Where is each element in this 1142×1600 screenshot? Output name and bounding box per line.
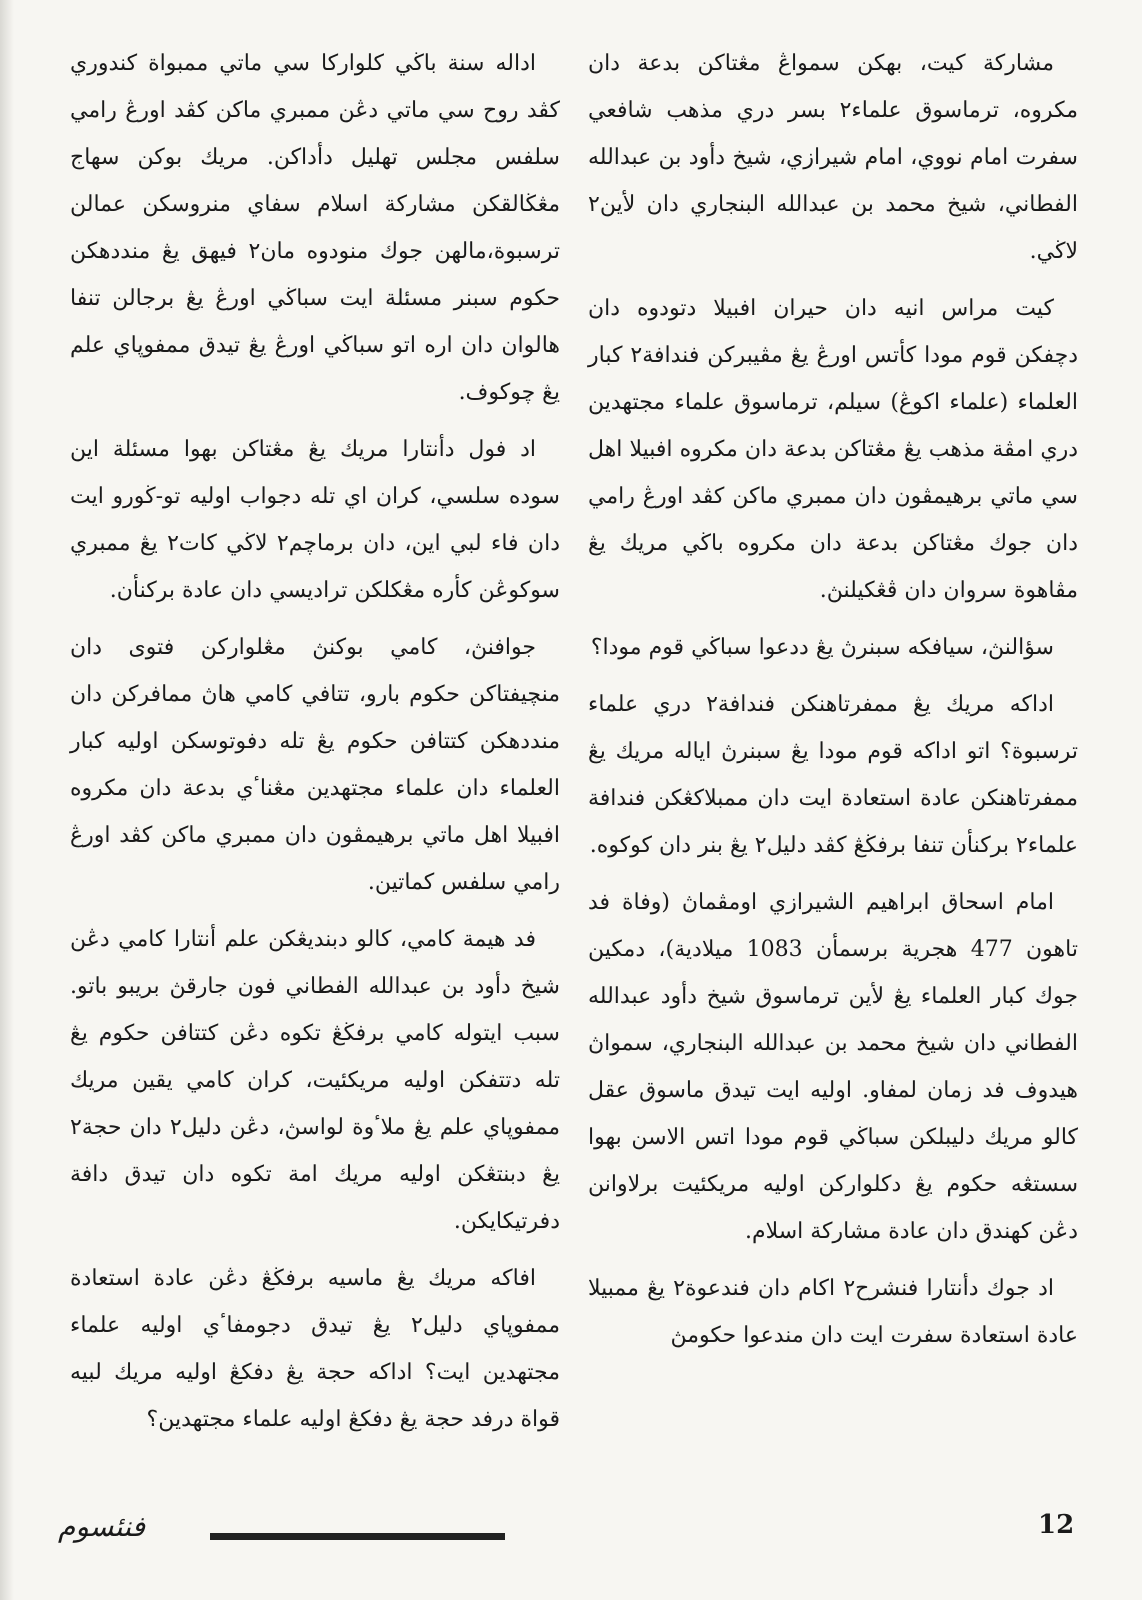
- footer-rule: [210, 1533, 505, 1540]
- right-paragraph-6: اد جوك دأنتارا فنشرح٢ اكام دان فندعوة٢ يڠ ممبيلا عادة استعادة سفرت ايت دان مندعوا حكومڽ: [588, 1276, 1078, 1348]
- left-paragraph-2: اد فول دأنتارا مريك يڠ مڠتاكن بهوا مسئلة اين سوده سلسي، كران اي تله دجواب اوليه تو-ڬورو ايت دان فاء لبي اين، دان برماچم٢ لاڬي كات٢ يڠ ممبري سوكوڠن كأره مڠكلكن ترادیسي دان عادة بركنأن.: [70, 437, 560, 603]
- left-paragraph-4: فد هيمة كامي، كالو دبنديڠكن علم أنتارا كامي دڠن شيخ دأود بن عبدالله الفطاني فون جارقڽ بريبو باتو. سبب ايتوله كامي برفڬڠ تكوه دڠن كتتافن حكوم يڠ تله دتتفكن اوليه مريكئيت، كران كامي يقين مريك ممفوڽاي علم يڠ ملاٴوة لواسڽ، دڠن دليل٢ دان حجة٢ يڠ دبنتڠكن اوليه مريك امة تكوه دان تيدق دافة دفرتيكايكن.: [70, 927, 560, 1234]
- left-paragraph-1: اداله سنة باڬي كلواركا سي ماتي ممبواة كندوري كڤد روح سي ماتي دڠن ممبري ماكن كڤد اورڠ رامي سلفس مجلس تهليل دأداكن. مريك بوكن سهاج مڠڬالقكن مشاركة اسلام سفاي منروسكن عمالن ترسبوة،مالهن جوك منودوه مان٢ فيهق يڠ منددهكن حكوم سبنر مسئلة ايت سباڬي اورڠ يڠ برجالن تنفا هالوان دان اره اتو سباڬي اورڠ يڠ تيدق ممفوڽاي علم يڠ چوكوف.: [70, 51, 560, 405]
- left-paragraph-3: جوافنڽ، كامي بوكنڽ مڠلواركن فتوى دان منچيفتاكن حكوم بارو، تتافي كامي هاڽ ممافركن دان منددهكن كتتافن حكوم يڠ تله دفوتوسكن اوليه كبار العلماء دان علماء مجتهدين مڠناٴي بدعة دان مكروه افبيلا اهل ماتي برهيمڤون دان ممبري ماكن كڤد اورڠ رامي سلفس كماتين.: [70, 635, 560, 895]
- right-paragraph-2: كيت مراس انيه دان حيران افبيلا دتودوه دان دچفكن قوم مودا كأتس اورڠ يڠ مڤيبركن فندافة٢ كبار العلماء (علماء اكوڠ) سيلم، ترماسوق علماء مجتهدين دري امڤة مذهب يڠ مڠتاكن بدعة دان مكروه افبيلا اهل سي ماتي برهيمڤون دان ممبري ماكن كڤد اورڠ رامي دان جوك مڠتاكن بدعة دان مكروه باڬي مريك يڠ مڤاهوة سروان دان ڤڠكيلنڽ.: [588, 296, 1079, 603]
- right-paragraph-4: اداكه مريك يڠ ممفرتاهنكن فندافة٢ دري علماء ترسبوة؟ اتو اداكه قوم مودا يڠ سبنرڽ اياله مريك يڠ ممفرتاهنكن عادة استعادة ايت دان ممبلاكڠكن فندافة علماء٢ بركنأن تنفا برفڬڠ كڤد دليل٢ يڠ بنر دان كوكوه.: [588, 692, 1078, 858]
- right-paragraph-3: سؤالنڽ، سيافكه سبنرڽ يڠ ددعوا سباڬي قوم مودا؟: [590, 635, 1054, 660]
- left-paragraph-5: افاكه مريك يڠ ماسيه برفڬڠ دڠن عادة استعادة ممفوڽاي دليل٢ يڠ تيدق دجومفاٴي اوليه علماء مجتهدين ايت؟ اداكه حجة يڠ دفكڠ اوليه مريك لبيه قواة درفد حجة يڠ دفكڠ اوليه علماء مجتهدين؟: [70, 1266, 560, 1432]
- page-fold-shadow: [0, 0, 14, 1600]
- magazine-logo: فنئسوم: [58, 1510, 146, 1543]
- right-column: [588, 40, 1078, 1369]
- right-paragraph-1: مشاركة كيت، بهكن سمواڠ مڠتاكن بدعة دان مكروه، ترماسوق علماء٢ بسر دري مذهب شافعي سفرت امام نووي، امام شيرازي، شيخ دأود بن عبدالله الفطاني، شيخ محمد بن عبدالله البنجاري دان لأين٢ لاڬي.: [588, 51, 1078, 264]
- left-column: [70, 40, 560, 1453]
- right-paragraph-5: امام اسحاق ابراهيم الشيرازي اومڤماڽ (وفاة فد تاهون 477 هجرية برسمأن 1083 ميلادية)، دمكين جوك كبار العلماء يڠ لأين ترماسوق شيخ دأود عبدالله الفطاني دان شيخ محمد بن عبدالله البنجاري، سمواڽ هيدوف فد زمان لمفاو. اوليه ايت تيدق ماسوق عقل كالو مريك دليبلكن سباڬي قوم مودا اتس الاسن بهوا سستڠه حكوم يڠ دكلواركن اوليه مريكئيت برلاوانن دڠن كهندق دان عادة مشاركة اسلام.: [588, 890, 1078, 1244]
- page-number: 12: [1038, 1510, 1075, 1540]
